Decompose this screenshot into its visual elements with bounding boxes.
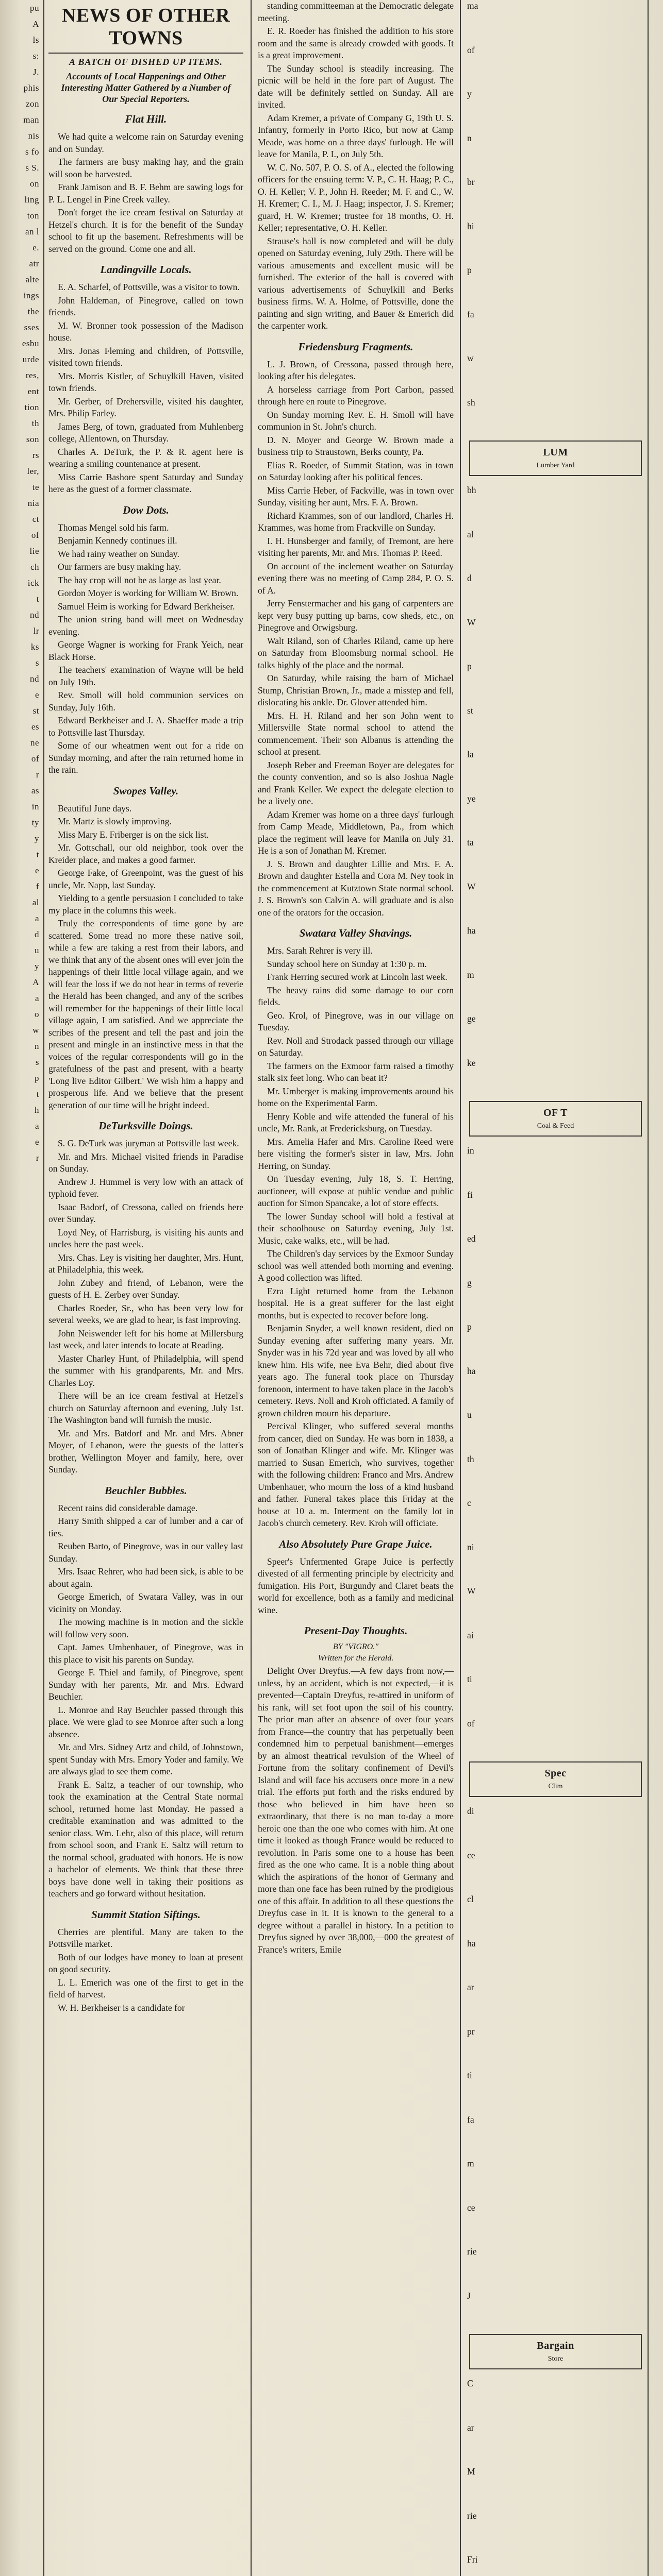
masthead — [48, 0, 243, 54]
edge-fragment: e — [35, 1137, 39, 1147]
news-item: Mr. Martz is slowly improving. — [58, 816, 172, 826]
news-item: Mrs. Jonas Fleming and children, of Pottsville, visited town friends. — [48, 345, 243, 368]
clipped-text-line: ke — [467, 1057, 476, 1068]
news-item: Speer's Unfermented Grape Juice is perfectly divested of all fermenting principle by electricity and fumigation. His Port, Burgundy and Claret beats the world for excellence, both as a family and medicinal wine. — [258, 1556, 454, 1615]
ad-line: Coal & Feed — [537, 1122, 574, 1130]
news-item: Walt Riland, son of Charles Riland, came up here on Saturday from Bloomsburg normal school. He talks highly of the place and the normal. — [258, 635, 454, 670]
clipped-text-line: ar — [467, 2422, 474, 2433]
clipped-text-line: st — [467, 705, 473, 716]
news-item: The union string band will meet on Wednesday evening. — [48, 614, 243, 637]
news-item: Mrs. Morris Kistler, of Schuylkill Haven, visited town friends. — [48, 370, 243, 393]
news-item: I. H. Hunsberger and family, of Tremont, are here visiting her parents, Mr. and Mrs. Thomas P. Reed. — [258, 535, 454, 558]
edge-fragment: s — [35, 1057, 39, 1067]
news-item: Mrs. Chas. Ley is visiting her daughter, Mrs. Hunt, at Philadelphia, this week. — [48, 1252, 243, 1275]
edge-fragment: t — [36, 850, 39, 859]
news-item: Mr. and Mrs. Sidney Artz and child, of Johnstown, spent Sunday with Mrs. Emory Yoder and family. We are always glad to see them come. — [48, 1742, 243, 1776]
news-item: Mrs. H. H. Riland and her son John went to Millersville State normal school to attend the commencement. Their son Albanus is attending the school at present. — [258, 710, 454, 757]
edge-fragment: ings — [23, 291, 39, 300]
left-edge-column — [0, 0, 40, 2576]
news-item: W. C. No. 507, P. O. S. of A., elected the following officers for the ensuing term: V. P., C. H. Haag; P. C., O. H. Keller; V. P., John H. Reeder; M. F. and C., W. H. Kremer; C. I., M. J. Haag; inspector, J. S. Kremer; guard, H. W. Kremer; trustee for 18 months, O. H. Keller; representative, O. H. Keller. — [258, 162, 454, 233]
news-item: Strause's hall is now completed and will be duly opened on Saturday evening, July 29th. There will be various amusements and excellent music will be furnished. The exterior of the hall is covered with various advertisements of Schuylkill and Berks business firms. W. A. Holme, of Pottsville, done the painting and sign writing, and Bauer & Emerich did the carpenter work. — [258, 235, 454, 331]
news-item: A horseless carriage from Port Carbon, passed through here en route to Pinegrove. — [258, 384, 454, 406]
news-item: Truly the correspondents of time gone by are scattered. Some tread no more these native soil, while a few are taking a rest from their labors, and we think that any of the absent ones will ever join the happenings of their little local village again, and we will fear the loss if we do not hear in terms of reverie the Herald has been changed, and any of the scribes will remember for the happenings of their little local village again, I am satisfied. And we appreciate the scribes of the present and tell the past and join the present and mingle in an instinctive mess in that the voices of the regular correspondents will go in the gratefulness of the past and present, with a hearty 'Long live Editor Gilbert.' We wish him a happy and prosperous life. And we believe that the present generation of our time will be bright indeed. — [48, 918, 243, 1110]
edge-fragment: ch — [30, 562, 39, 572]
section-heading: Flat Hill. — [125, 113, 167, 125]
edge-fragment: nd — [30, 674, 39, 684]
edge-fragment: th — [31, 418, 39, 428]
edge-fragment: te — [32, 482, 39, 492]
edge-fragment: the — [27, 307, 39, 316]
edge-fragment: ls — [32, 35, 39, 45]
news-item: The teachers' examination of Wayne will be held on July 19th. — [48, 665, 243, 687]
news-item: Recent rains did considerable damage. — [58, 1502, 198, 1513]
clipped-text-line: ce — [467, 1850, 475, 1860]
edge-fragment: ton — [27, 211, 39, 221]
news-item: Andrew J. Hummel is very low with an attack of typhoid fever. — [48, 1176, 243, 1199]
clipped-text-line: pr — [467, 2026, 475, 2037]
section-heading: Also Absolutely Pure Grape Juice. — [279, 1537, 433, 1550]
clipped-text-line: W — [467, 617, 476, 628]
column-rule — [251, 0, 252, 2576]
column-b — [258, 0, 454, 2576]
ad-line: Store — [548, 2355, 563, 2363]
clipped-text-line: ed — [467, 1233, 476, 1244]
news-item: Reuben Barto, of Pinegrove, was in our valley last Sunday. — [48, 1541, 243, 1564]
clipped-text-line: ha — [467, 1938, 476, 1948]
news-item: Gordon Moyer is working for William W. Brown. — [58, 588, 239, 598]
news-item: L. Monroe and Ray Beuchler passed through this place. We were glad to see Monroe after such a long absence. — [48, 1704, 243, 1739]
news-item: Edward Berkheiser and J. A. Shaeffer made a trip to Pottsville last Thursday. — [48, 715, 243, 738]
clipped-text-line: ni — [467, 1541, 474, 1552]
edge-fragment: an l — [25, 227, 39, 236]
clipped-text-line: rie — [467, 2246, 477, 2257]
clipped-text-line: ti — [467, 1674, 472, 1684]
clipped-text-line: W — [467, 1586, 476, 1596]
edge-fragment: h — [35, 1105, 39, 1115]
edge-fragment: r — [36, 1153, 39, 1163]
edge-fragment: a — [35, 1121, 39, 1131]
clipped-text-line: di — [467, 1806, 474, 1816]
news-item: Delight Over Dreyfus.—A few days from now,—unless, by an accident, which is not expected,—it is prevented—Captain Dreyfus, re-attired in uniform of his rank, will set foot upon the soil of his country. The prior man after an absence of over four years from France—the country that has perpetually been condemned him to perpetual banishment—emerges by an almost theatrical revulsion of the Wheel of Fortune from the solitary confinement of Devil's Island and will face his accusers once more in a new trial. The efforts put forth and the risks endured by those who believed in him have been so extraordinary, that there is no man to-day a more heroic one than the one who comes with him. At one time it looked as though France would be reduced to revolution. In Paris some one to a house has been fired as the one who came. It is a noble thing about which the aspirations of the honor of Germany and more than one face has been ruined by the prodigious one of this affair. In addition to all these questions the Dreyfus case in it. It is known to the general to a degree without a parallel in history. In a petition to Dreyfus signed by over 38,000,—000 the greatest of France's writers, Emile — [258, 1666, 454, 1955]
clipped-text-line: J — [467, 2290, 471, 2301]
edge-fragment: ks — [30, 642, 39, 652]
clipped-text-line: of — [467, 1718, 475, 1728]
page-title: NEWS OF OTHER TOWNS — [61, 5, 230, 49]
edge-fragment: n — [35, 1041, 39, 1051]
right-edge — [651, 0, 663, 2576]
news-item: Mrs. Sarah Rehrer is very ill. — [267, 945, 373, 956]
news-item: Mrs. Isaac Rehrer, who had been sick, is able to be about again. — [48, 1566, 243, 1589]
clipped-text-line: th — [467, 1453, 474, 1464]
clipped-text-line: n — [467, 132, 472, 143]
edge-fragment: st — [32, 706, 39, 716]
section-heading: Swopes Valley. — [113, 784, 179, 797]
edge-fragment: lr — [33, 626, 39, 636]
ad-title: Bargain — [537, 2340, 574, 2351]
edge-fragment: res, — [25, 370, 39, 380]
edge-fragment: of — [31, 530, 39, 540]
news-item: Percival Klinger, who suffered several months from cancer, died on Sunday. He was born in 1838, a son of Jonathan Klinger and wife. Mr. Klinger was married to Susan Emerich, who survives, together with the following children: Franco and Mrs. Andrew Umbenhauer, who mourn the loss of a kind husband and father. Funeral takes place this Friday at the house at 10 a. m. Interment on the family lot in Jacob's church cemetery. Rev. Kroh will officiate. — [258, 1421, 454, 1528]
edge-fragment: rs — [32, 450, 39, 460]
section-heading: Present-Day Thoughts. — [304, 1624, 408, 1637]
edge-fragment: y — [35, 834, 39, 843]
column-b-body — [258, 0, 454, 1956]
news-item: standing committeeman at the Democratic delegate meeting. — [258, 1, 454, 23]
news-item: Loyd Ney, of Harrisburg, is visiting his aunts and uncles here the past week. — [48, 1227, 243, 1249]
news-item: Miss Mary E. Friberger is on the sick list. — [58, 829, 209, 840]
news-item: L. J. Brown, of Cressona, passed through here, looking after his delegates. — [258, 359, 454, 381]
news-item: Rev. Noll and Strodack passed through our village on Saturday. — [258, 1035, 454, 1058]
news-item: On account of the inclement weather on Saturday evening there was no meeting of Camp 284, P. O. S. of A. — [258, 561, 454, 596]
news-item: The mowing machine is in motion and the sickle will follow very soon. — [48, 1617, 243, 1639]
clipped-text-line: fa — [467, 309, 474, 319]
news-item: L. L. Emerich was one of the first to get in the field of harvest. — [48, 1977, 243, 1999]
edge-fragment: phis — [23, 83, 39, 93]
clipped-text-line: ye — [467, 793, 476, 804]
clipped-text-line: in — [467, 1145, 474, 1156]
clipped-text-line: d — [467, 573, 472, 583]
column-rule — [648, 0, 649, 2576]
news-item: E. A. Scharfel, of Pottsville, was a visitor to town. — [58, 282, 240, 292]
edge-fragment: ne — [30, 738, 39, 748]
section-heading: Landingville Locals. — [100, 263, 192, 276]
clipped-text-line: ar — [467, 1982, 474, 1992]
news-item: Miss Carrie Heber, of Fackville, was in town over Sunday, visiting her aunt, Mrs. F. A. Brown. — [258, 485, 454, 507]
news-item: D. N. Moyer and George W. Brown made a business trip to Straustown, Berks county, Pa. — [258, 434, 454, 457]
news-item: Miss Carrie Bashore spent Saturday and Sunday here as the guest of a former classmate. — [48, 471, 243, 494]
news-item: Joseph Reber and Freeman Boyer are delegates for the county convention, and so is also Joshua Nagle and Frank Keller. We expect the delegate election to be a lively one. — [258, 759, 454, 806]
news-item: John Haldeman, of Pinegrove, called on town friends. — [48, 295, 243, 317]
edge-fragment: sses — [24, 323, 39, 332]
edge-fragment: man — [23, 115, 39, 125]
ad-line: Lumber Yard — [536, 462, 575, 469]
news-item: Capt. James Umbenhauer, of Pinegrove, was in this place to visit his parents on Sunday. — [48, 1642, 243, 1665]
clipped-text-line: of — [467, 44, 475, 55]
clipped-text-line: ta — [467, 837, 474, 848]
news-item: Sunday school here on Sunday at 1:30 p. m. — [267, 958, 427, 969]
clipped-text-line: sh — [467, 397, 475, 408]
news-item: E. R. Roeder has finished the addition to his store room and the same is already crowded with goods. It is a great improvement. — [258, 26, 454, 60]
news-item: S. G. DeTurk was juryman at Pottsville last week. — [58, 1138, 239, 1148]
edge-fragment: nia — [27, 498, 39, 508]
edge-fragment: ling — [24, 195, 39, 205]
news-item: George F. Thiel and family, of Pinegrove, spent Sunday with her parents, Mr. and Mrs. Edward Beuchler. — [48, 1667, 243, 1702]
clipped-text-line: c — [467, 1498, 471, 1508]
edge-fragment: A — [32, 977, 39, 987]
clipped-text-line: br — [467, 177, 475, 187]
edge-fragment: A — [32, 19, 39, 29]
news-item: Frank Jamison and B. F. Behm are sawing logs for P. L. Lengel in Pine Creek valley. — [48, 182, 243, 205]
edge-fragment: e — [35, 866, 39, 875]
edge-fragment: son — [26, 434, 39, 444]
edge-fragment: ent — [27, 386, 39, 396]
edge-fragment: t — [36, 594, 39, 604]
news-item: Mr. Umberger is making improvements around his home on the Experimental Farm. — [258, 1086, 454, 1108]
news-item: George Emerich, of Swatara Valley, was in our vicinity on Monday. — [48, 1591, 243, 1614]
edge-fragment: zon — [25, 99, 39, 109]
news-item: Isaac Badorf, of Cressona, called on friends here over Sunday. — [48, 1201, 243, 1224]
advertisement-box — [469, 2334, 642, 2369]
column-rule — [460, 0, 461, 2576]
news-item: Charles Roeder, Sr., who has been very low for several weeks, we are glad to hear, is fast improving. — [48, 1302, 243, 1325]
clipped-text-line: fa — [467, 2114, 474, 2125]
news-item: M. W. Bronner took possession of the Madison house. — [48, 320, 243, 343]
news-item: Master Charley Hunt, of Philadelphia, will spend the summer with his grandparents, Mr. and Mrs. Charles Loy. — [48, 1353, 243, 1388]
edge-fragment: as — [31, 786, 39, 795]
clipped-text-line: rie — [467, 2510, 477, 2521]
edge-fragment: atr — [29, 259, 39, 268]
news-item: Benjamin Snyder, a well known resident, died on Sunday evening after suffering many years. Mr. Snyder was in his 72d year and was loved by all who knew him. His wife, nee Eva Behr, died about five years ago. The funeral took place on Thursday forenoon, interment to have taken place in the Jacob's cemetery. Revs. Noll and Kroh officiated. A family of grown children mourn his departure. — [258, 1323, 454, 1418]
news-item: Our farmers are busy making hay. — [58, 562, 181, 572]
clipped-text-line: la — [467, 749, 474, 759]
section-heading: Swatara Valley Shavings. — [299, 927, 412, 939]
news-item: The heavy rains did some damage to our corn fields. — [258, 985, 454, 1007]
edge-fragment: of — [31, 754, 39, 764]
clipped-text-line: u — [467, 1410, 472, 1420]
news-item: The Sunday school is steadily increasing. The picnic will be held in the fore part of August. The date will be definitely settled on Sunday. All are invited. — [258, 63, 454, 110]
edge-fragment: nis — [28, 131, 39, 141]
column-rule — [43, 0, 44, 2576]
edge-fragment: al — [32, 897, 39, 907]
news-item: The Children's day services by the Exmoor Sunday school was well attended both morning and evening. A good collection was lifted. — [258, 1248, 454, 1283]
clipped-text-line: bh — [467, 485, 476, 495]
edge-fragment: f — [36, 882, 39, 891]
news-item: Elias R. Roeder, of Summit Station, was in town on Saturday looking after his political fences. — [258, 460, 454, 482]
news-item: Frank Herring secured work at Lincoln last week. — [267, 972, 447, 982]
ad-title: Spec — [544, 1768, 567, 1779]
news-item: On Tuesday evening, July 18, S. T. Herring, auctioneer, will expose at public vendue and public auction for Simon Spancake, a lot of store effects. — [258, 1174, 454, 1208]
news-item: Some of our wheatmen went out for a ride on Sunday morning, and after the rain returned home in the rain. — [48, 740, 243, 775]
news-item: Both of our lodges have money to loan at present on good security. — [48, 1952, 243, 1974]
news-item: Charles A. DeTurk, the P. & R. agent here is wearing a smiling countenance at present. — [48, 446, 243, 469]
ad-title: LUM — [543, 447, 568, 458]
news-item: Mrs. Amelia Hafer and Mrs. Caroline Reed were here visiting the former's sister in law, Mrs. John Herring, on Sunday. — [258, 1136, 454, 1171]
news-item: We had rainy weather on Sunday. — [58, 548, 179, 559]
ad-line: Clim — [548, 1783, 563, 1790]
news-item: Mr. and Mrs. Michael visited friends in Paradise on Sunday. — [48, 1151, 243, 1174]
column-c-body — [467, 0, 644, 2576]
clipped-text-line: hi — [467, 221, 474, 231]
edge-fragment: e. — [32, 243, 39, 252]
subtitle: A BATCH OF DISHED UP ITEMS. — [69, 57, 223, 67]
edge-fragment: ct — [32, 514, 39, 524]
news-item: Ezra Light returned home from the Lebanon hospital. He is a great sufferer for the last eight months, but is expected to recover before long. — [258, 1285, 454, 1320]
section-heading: Dow Dots. — [123, 503, 169, 516]
clipped-text-line: cl — [467, 1894, 474, 1904]
news-item: Frank E. Saltz, a teacher of our township, who took the examination at the Central State normal school, returned home last Monday. He passed a creditable examination and was admitted to the senior class. Wm. Lehr, also of this place, will return from school soon, and Frank E. Saltz will return to the normal school, graduated with honors. He is now a bachelor of elements. We think that these three boys have done well in taking their positions as teachers and go forward without hesitation. — [48, 1779, 243, 1899]
news-item: Adam Kremer, a private of Company G, 19th U. S. Infantry, formerly in Porto Rico, but now at Camp Meade, was home on a three days' furlough. He will leave for Manila, P. I., on July 5th. — [258, 112, 454, 159]
edge-fragment: e — [35, 690, 39, 700]
news-item: Harry Smith shipped a car of lumber and a car of ties. — [48, 1516, 243, 1538]
clipped-text-line: ha — [467, 1365, 476, 1376]
clipped-text-line: p — [467, 265, 472, 275]
clipped-text-line: ha — [467, 925, 476, 936]
news-item: There will be an ice cream festival at Hetzel's church on Saturday afternoon and evening, July 1st. The Washington band will furnish the music. — [48, 1391, 243, 1425]
news-item: John Neiswender left for his home at Millersburg last week, and later intends to locate at Reading. — [48, 1328, 243, 1350]
clipped-text-line: ai — [467, 1630, 474, 1640]
news-item: The farmers on the Exmoor farm raised a timothy stalk six feet long. Who can beat it? — [258, 1060, 454, 1083]
news-item: Rev. Smoll will hold communion services on Sunday, July 16th. — [48, 690, 243, 713]
clipped-text-line: m — [467, 2158, 474, 2168]
news-item: Mr. Gerber, of Drehersville, visited his daughter, Mrs. Philip Farley. — [48, 396, 243, 418]
edge-fragment: es — [31, 722, 39, 732]
clipped-text-line: y — [467, 89, 472, 99]
byline: BY "VIGRO." — [333, 1642, 379, 1651]
edge-fragment: in — [31, 802, 39, 811]
edge-fragment: nd — [30, 610, 39, 620]
edge-fragment: ty — [31, 818, 39, 827]
edge-fragment: s S. — [25, 163, 39, 173]
advertisement-box — [469, 1101, 642, 1137]
news-item: Samuel Heim is working for Edward Berkheiser. — [58, 601, 235, 612]
edge-fragment: w — [32, 1025, 39, 1035]
edge-fragment: d — [35, 929, 39, 939]
news-item: John Zubey and friend, of Lebanon, were the guests of H. E. Zerbey over Sunday. — [48, 1277, 243, 1300]
news-item: Henry Koble and wife attended the funeral of his uncle, Mr. Rank, at Fredericksburg, on Tuesday. — [258, 1111, 454, 1133]
edge-fragment: esbu — [22, 338, 39, 348]
edge-fragment: t — [36, 1089, 39, 1099]
edge-fragment: alte — [25, 275, 39, 284]
news-item: The hay crop will not be as large as last year. — [58, 574, 221, 585]
news-item: Thomas Mengel sold his farm. — [58, 522, 169, 533]
news-item: Beautiful June days. — [58, 803, 132, 814]
byline: Written for the Herald. — [318, 1654, 394, 1663]
clipped-text-line: W — [467, 881, 476, 892]
news-item: Benjamin Kennedy continues ill. — [58, 535, 177, 546]
news-item: James Berg, of town, graduated from Muhlenberg college, Allentown, on Thursday. — [48, 421, 243, 444]
section-heading: Beuchler Bubbles. — [105, 1484, 187, 1497]
advertisement-box — [469, 440, 642, 476]
clipped-text-line: fi — [467, 1189, 473, 1200]
news-item: Mr. Gottschall, our old neighbor, took over the Kreider place, and makes a good farmer. — [48, 842, 243, 865]
ad-title: OF T — [543, 1107, 568, 1118]
news-item: George Wagner is working for Frank Yeich, near Black Horse. — [48, 639, 243, 662]
clipped-text-line: M — [467, 2466, 475, 2477]
edge-fragment: r — [36, 770, 39, 779]
edge-fragment: o — [35, 1009, 39, 1019]
clipped-text-line: ti — [467, 2070, 472, 2080]
news-item: Mr. and Mrs. Batdorf and Mr. and Mrs. Abner Moyer, of Lebanon, were the guests of the latter's brother, Wellington Moyer and family, here, over Sunday. — [48, 1428, 243, 1475]
clipped-text-line: ge — [467, 1013, 476, 1024]
news-item: Geo. Krol, of Pinegrove, was in our village on Tuesday. — [258, 1010, 454, 1032]
news-item: Yielding to a gentle persuasion I concluded to take my place in the columns this week. — [48, 893, 243, 916]
edge-fragment: y — [35, 961, 39, 971]
edge-fragment: s: — [32, 51, 39, 61]
edge-fragment: s — [35, 658, 39, 668]
clipped-text-line: w — [467, 353, 474, 363]
news-item: George Fake, of Greenpoint, was the guest of his uncle, Mr. Napp, last Sunday. — [48, 868, 243, 890]
news-item: We had quite a welcome rain on Saturday evening and on Sunday. — [48, 131, 243, 154]
news-item: The farmers are busy making hay, and the grain will soon be harvested. — [48, 157, 243, 179]
column-a-body — [48, 113, 243, 2014]
edge-fragment: ler, — [27, 466, 39, 476]
deck: Accounts of Local Happenings and Other Interesting Matter Gathered by a Number of Our Special Reporters. — [61, 71, 231, 104]
clipped-text-line: m — [467, 969, 474, 980]
column-c — [467, 0, 644, 2576]
news-item: Adam Kremer was home on a three days' furlough from Camp Meade, Middletown, Pa., from which place the regiment will leave for Manila on July 31. He is a son of Jonathan M. Kremer. — [258, 809, 454, 856]
news-item: Richard Krammes, son of our landlord, Charles H. Krammes, was home from Frackville on Sunday. — [258, 510, 454, 533]
section-heading: Friedensburg Fragments. — [298, 340, 413, 353]
clipped-text-line: al — [467, 529, 474, 539]
edge-fragment: a — [35, 913, 39, 923]
edge-fragment: tion — [24, 402, 39, 412]
edge-fragment: on — [30, 179, 39, 189]
edge-fragment: lie — [29, 546, 39, 556]
news-item: Don't forget the ice cream festival on Saturday at Hetzel's church. It is for the benefit of the Sunday school to fit up the basement. Refreshments will be served on the ground. Come one and all. — [48, 207, 243, 254]
edge-fragment: urde — [22, 354, 39, 364]
clipped-text-line: ma — [467, 1, 478, 11]
clipped-text-line: ce — [467, 2202, 475, 2213]
clipped-text-line: Fri — [467, 2554, 478, 2565]
edge-fragment: p — [35, 1073, 39, 1083]
edge-fragment: a — [35, 993, 39, 1003]
clipped-text-line: C — [467, 2378, 473, 2388]
edge-fragment: J. — [33, 67, 39, 77]
clipped-text-line: g — [467, 1277, 472, 1288]
news-item: On Saturday, while raising the barn of Michael Stump, Christian Brown, Jr., made a misstep and fell, dislocating his ankle. Dr. Glover attended him. — [258, 673, 454, 707]
clipped-text-line: p — [467, 661, 472, 671]
edge-fragment: pu — [30, 3, 39, 13]
news-item: The lower Sunday school will hold a festival at their schoolhouse on Saturday evening, July 1st. Music, cake walks, etc., will be had. — [258, 1211, 454, 1246]
news-item: Jerry Fenstermacher and his gang of carpenters are kept very busy putting up barns, cow sheds, etc., on Pinegrove and Orwigsburg. — [258, 598, 454, 633]
news-item: Cherries are plentiful. Many are taken to the Pottsville market. — [48, 1926, 243, 1949]
advertisement-box — [469, 1761, 642, 1797]
section-heading: Summit Station Siftings. — [91, 1908, 201, 1921]
edge-fragment: s fo — [25, 147, 39, 157]
news-item: W. H. Berkheiser is a candidate for — [58, 2002, 185, 2013]
news-item: On Sunday morning Rev. E. H. Smoll will have communion in St. John's church. — [258, 409, 454, 432]
edge-fragment: u — [35, 945, 39, 955]
edge-fragment: ick — [27, 578, 39, 588]
section-heading: DeTurksville Doings. — [98, 1120, 193, 1132]
column-a — [48, 0, 243, 2576]
news-item: J. S. Brown and daughter Lillie and Mrs. F. A. Brown and daughter Estella and Cora M. Ney took in the commencement at Kutztown State normal school. J. S. Brown's son Calvin A. will graduate and is also one of the orators for the occasion. — [258, 858, 454, 918]
clipped-text-line: p — [467, 1321, 472, 1332]
